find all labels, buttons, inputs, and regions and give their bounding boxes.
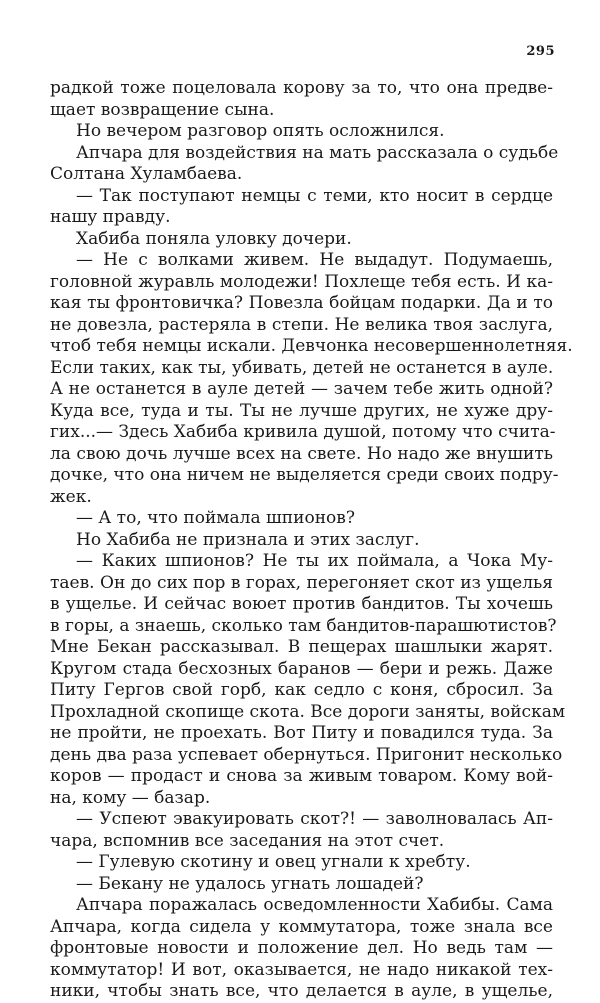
text-line: коров — продаст и снова за живым товаром. Кому вой- [50, 766, 553, 786]
text-line: таев. Он до сих пор в горах, перегоняет скот из ущелья [50, 572, 553, 593]
text-line: дочке, что она ничем не выделяется среди своих подру- [50, 465, 559, 485]
text-line: радкой тоже поцеловала корову за то, что она предве- [50, 78, 553, 98]
text-line: фронтовые новости и положение дел. Но ведь там — [50, 938, 553, 958]
text-line: Но вечером разговор опять осложнился. [76, 121, 445, 141]
text-line: не пройти, не проехать. Вот Питу и повадился туда. За [50, 723, 553, 743]
text-line: — Так поступают немцы с теми, кто носит в сердце [76, 185, 553, 206]
text-line: — Бекану не удалось угнать лошадей? [76, 873, 424, 894]
text-line: коммутатор! И вот, оказывается, не надо никакой тех- [50, 959, 553, 980]
body-text [50, 78, 573, 1003]
text-line: Питу Гергов свой горб, как седло с коня, сбросил. За [50, 680, 553, 700]
page-number: 295 [526, 44, 555, 59]
text-line: кая ты фронтовичка? Повезла бойцам подарки. Да и то [50, 293, 553, 313]
text-line: Куда все, туда и ты. Ты не лучше других, не хуже дру- [50, 400, 553, 421]
text-line: в горы, а знаешь, сколько там бандитов-парашютистов? [50, 615, 557, 636]
text-line: нашу правду. [50, 207, 171, 227]
text-line: Хабиба поняла уловку дочери. [76, 228, 352, 249]
text-line: не довезла, растеряла в степи. Не велика твоя заслуга, [50, 314, 553, 335]
text-line: — Каких шпионов? Не ты их поймала, а Чока Му- [76, 551, 553, 571]
text-line: чтоб тебя немцы искали. Девчонка несовершеннолетняя. [50, 336, 573, 356]
text-line: чара, вспомнив все заседания на этот счет. [50, 830, 445, 851]
text-line: день два раза успевает обернуться. Пригонит несколько [50, 744, 563, 765]
text-line: на, кому — базар. [50, 787, 211, 808]
text-line: Кругом стада бесхозных баранов — бери и режь. Даже [50, 658, 553, 679]
text-line: — Успеют эвакуировать скот?! — заволновалась Ап- [76, 809, 553, 829]
text-line: ники, чтобы знать все, что делается в ауле, в ущелье, [50, 981, 553, 1001]
text-line: головной журавль молодежи! Похлеще тебя есть. И ка- [50, 271, 553, 292]
text-line: Если таких, как ты, убивать, детей не останется в ауле. [50, 357, 554, 378]
text-line: Солтана Хуламбаева. [50, 164, 243, 184]
text-line: Апчара для воздействия на мать рассказала о судьбе [76, 142, 559, 163]
text-line: в ущелье. И сейчас воюет против бандитов. Ты хочешь [50, 594, 553, 614]
text-line: Апчара поражалась осведомленности Хабибы. Сама [76, 895, 553, 915]
text-line: А не останется в ауле детей — зачем тебе жить одной? [50, 379, 553, 399]
text-line: — Гулевую скотину и овец угнали к хребту. [76, 852, 471, 872]
text-line: Прохладной скопище скота. Все дороги заняты, войскам [50, 701, 566, 722]
text-line: — А то, что поймала шпионов? [76, 508, 355, 528]
text-line: гих...— Здесь Хабиба кривила душой, потому что счита- [50, 422, 556, 442]
text-line: — Не с волками живем. Не выдадут. Подумаешь, [76, 250, 553, 270]
text-line: ла свою дочь лучше всех на свете. Но надо же внушить [50, 443, 553, 464]
text-line: Но Хабиба не признала и этих заслуг. [76, 529, 420, 550]
text-line: жек. [50, 486, 92, 507]
text-line: Апчара, когда сидела у коммутатора, тоже знала все [50, 916, 553, 937]
text-line: Мне Бекан рассказывал. В пещерах шашлыки жарят. [50, 637, 553, 657]
text-line: щает возвращение сына. [50, 99, 275, 120]
